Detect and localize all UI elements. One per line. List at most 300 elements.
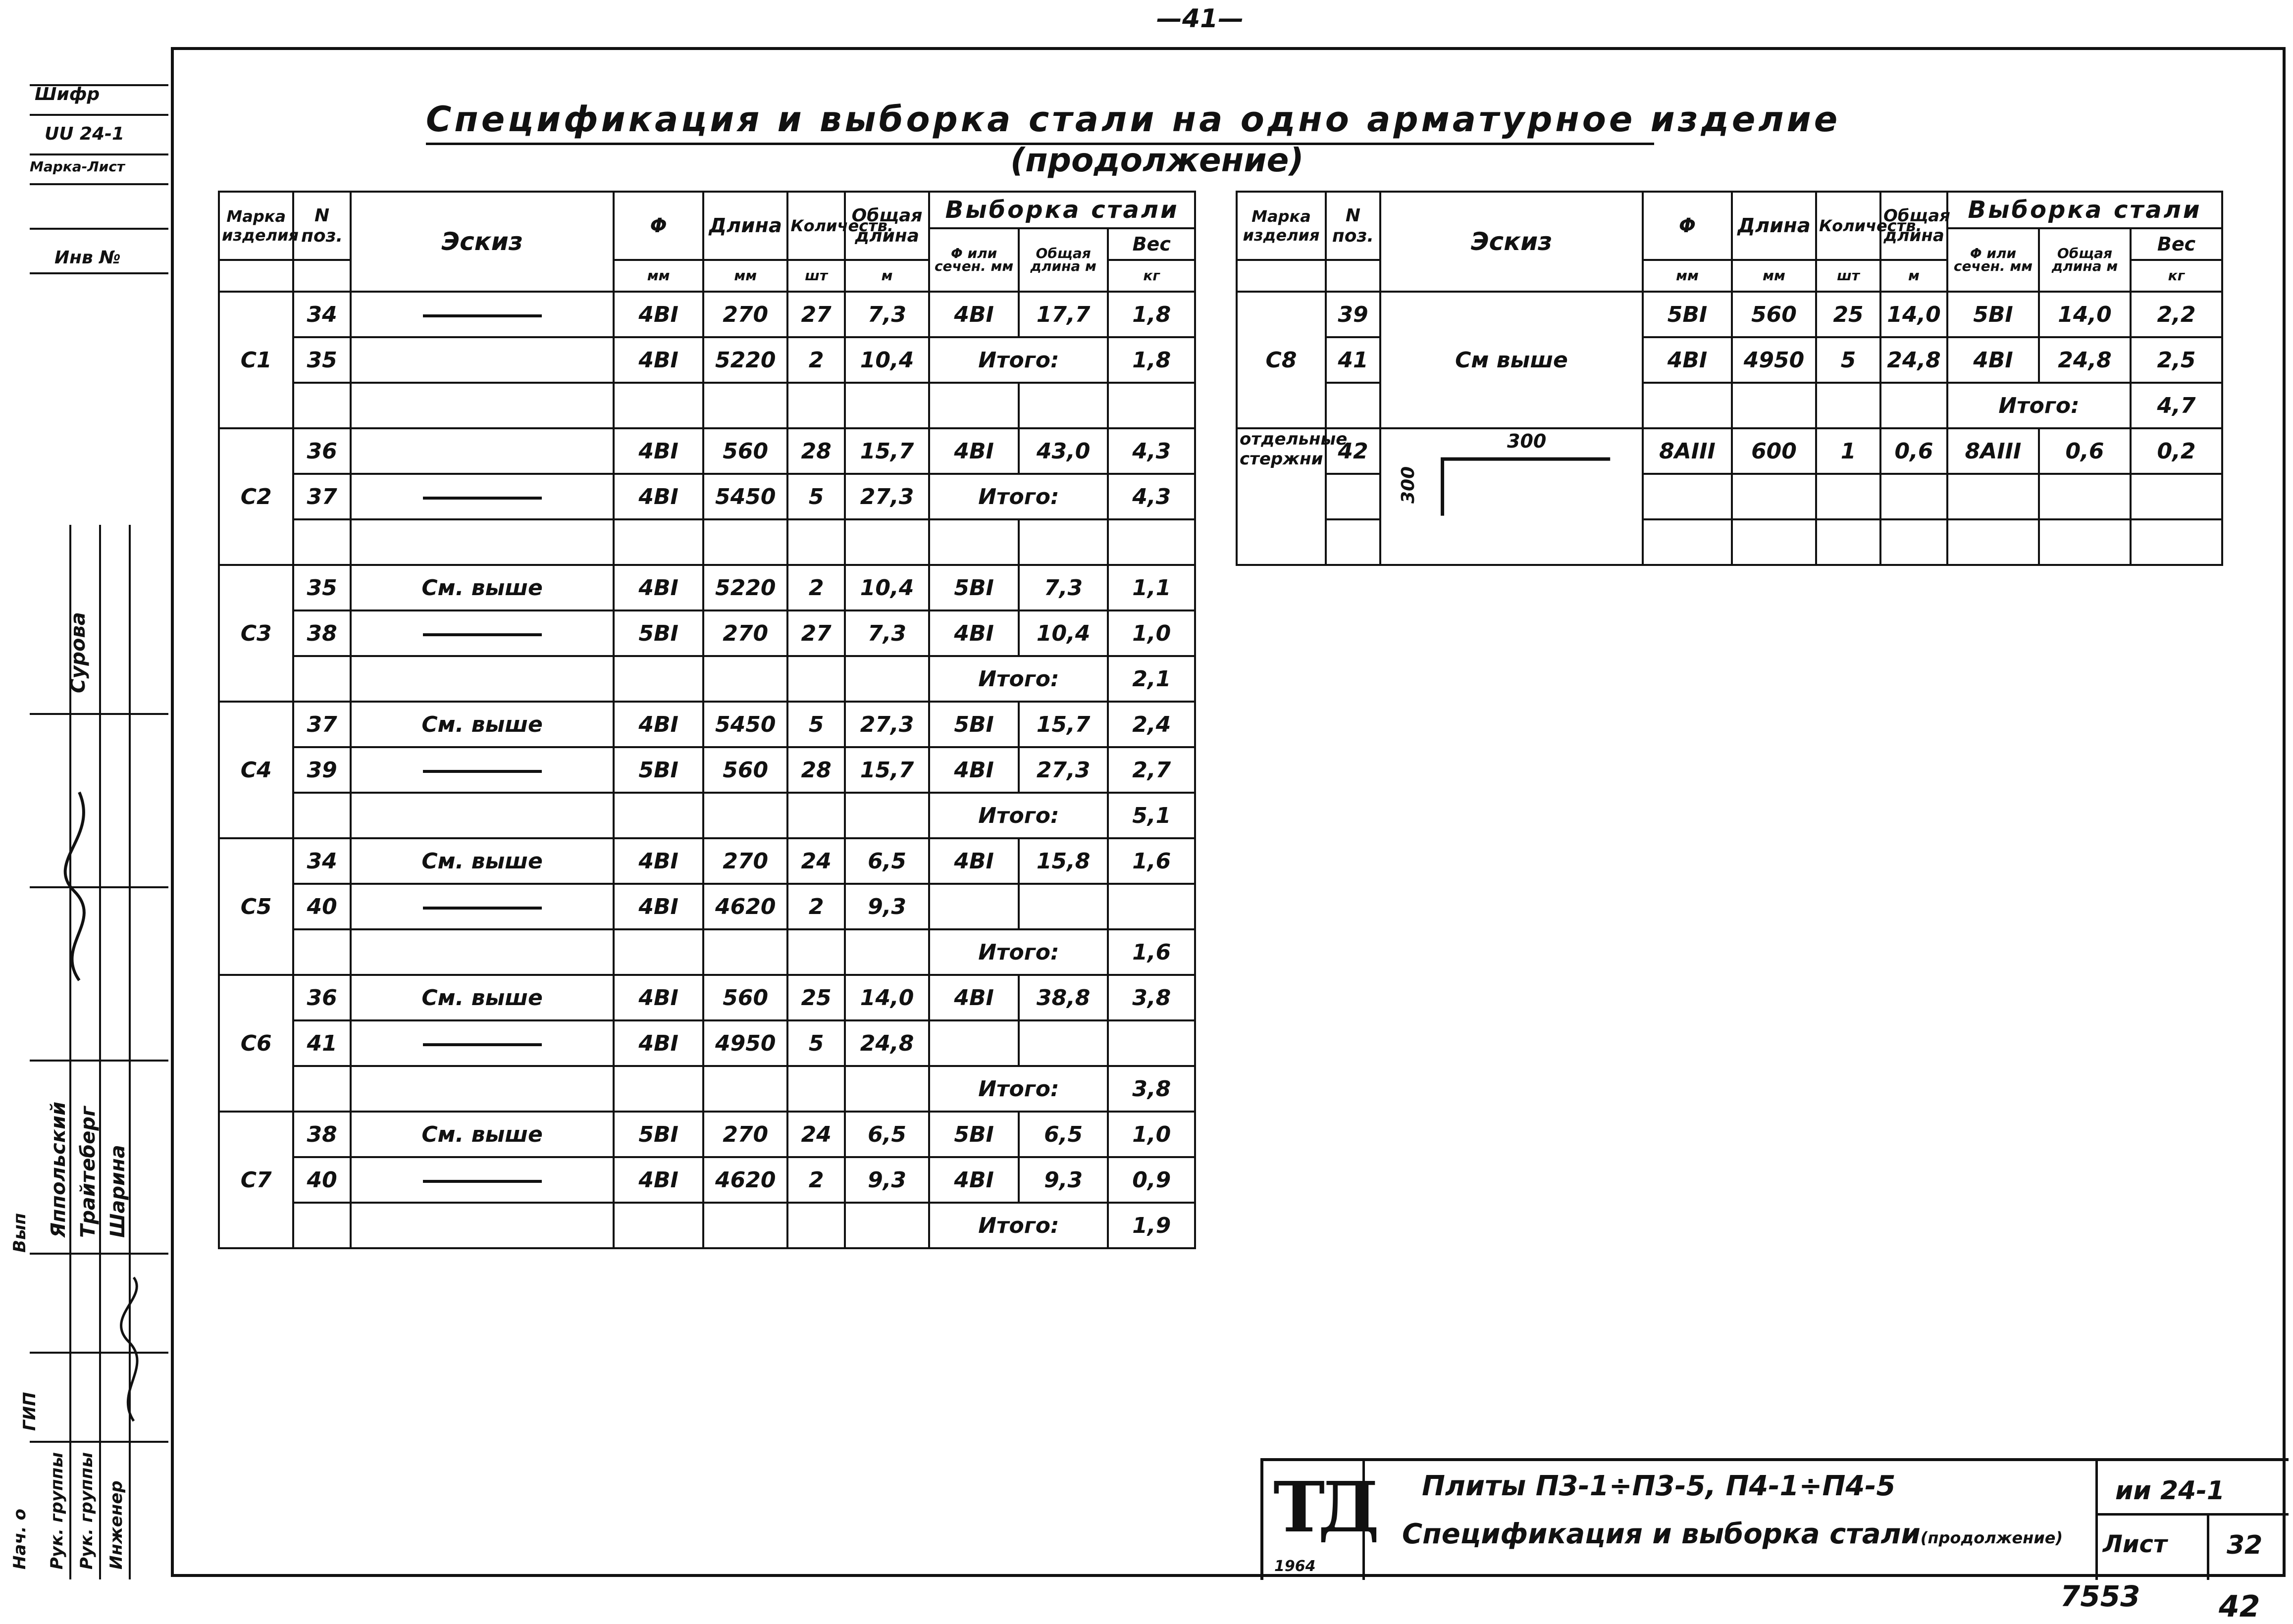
unit-totallen: м: [845, 260, 930, 292]
cell-dia: 4BI: [614, 702, 703, 747]
col-seldia-header: Φ или сечен. мм: [1947, 228, 2039, 292]
cell-weight: 2,7: [1108, 747, 1195, 793]
cell-dia: [614, 656, 703, 702]
col-weight-header: Вес: [2131, 228, 2222, 260]
cell-length: [703, 1203, 788, 1248]
cell-pos: 39: [293, 747, 350, 793]
cell-sel-dia: [929, 519, 1019, 565]
cell-qty: 24: [787, 838, 844, 884]
cell-sel-length: [1019, 383, 1108, 428]
table-row: [219, 1020, 1195, 1066]
signature-1: [45, 782, 114, 990]
cell-sketch: [351, 1203, 614, 1248]
unit-weight: кг: [1108, 260, 1195, 292]
cell-length: 4620: [703, 884, 788, 929]
cell-qty: 28: [787, 747, 844, 793]
inv-label: Инв №: [54, 248, 121, 268]
stamp-name-1: Сурова: [67, 612, 90, 693]
cell-weight: 1,8: [1108, 337, 1195, 383]
cell-dia: 5BI: [614, 1112, 703, 1157]
cell-length: 5450: [703, 702, 788, 747]
cell-pos: 39: [1326, 292, 1380, 337]
cell-weight: [2131, 474, 2222, 519]
cell-dia: 4BI: [614, 565, 703, 610]
row-mark: С8: [1237, 292, 1326, 428]
cell-dia: 4BI: [1643, 337, 1732, 383]
cell-sel-length: 15,8: [1019, 838, 1108, 884]
cell-dia: [1643, 474, 1732, 519]
cell-length: 270: [703, 1112, 788, 1157]
cell-total-length: 6,5: [845, 838, 930, 884]
cell-weight: 2,1: [1108, 656, 1195, 702]
cell-weight: 5,1: [1108, 793, 1195, 838]
cell-weight: [2131, 519, 2222, 565]
table-row: [219, 610, 1195, 656]
table-row: [219, 565, 1195, 610]
sketch-straight-bar: [423, 907, 542, 910]
cell-sel-length: 15,7: [1019, 702, 1108, 747]
cell-sketch: [351, 610, 614, 656]
col-mark-header: Марка изделия: [1237, 192, 1326, 260]
cell-dia: 5BI: [614, 610, 703, 656]
cell-sel-dia: 4BI: [929, 838, 1019, 884]
cell-weight: [1108, 1020, 1195, 1066]
cell-sketch: [351, 929, 614, 975]
logo-td: ТД: [1273, 1467, 1373, 1548]
cell-weight: [1108, 519, 1195, 565]
col-length-header: Длина: [703, 192, 788, 260]
cell-sel-length: [1019, 884, 1108, 929]
row-mark: С2: [219, 428, 293, 565]
cell-total-length: 9,3: [845, 884, 930, 929]
cell-qty: [787, 1066, 844, 1112]
spec-table-body: [219, 292, 1195, 1248]
side-stamp: [0, 64, 171, 1579]
cell-pos: 41: [293, 1020, 350, 1066]
cell-total-length: 0,6: [1880, 428, 1947, 474]
cell-dia: [1643, 383, 1732, 428]
cell-sel-length: 43,0: [1019, 428, 1108, 474]
stamp-name-2: Яппольский: [47, 1101, 70, 1238]
cell-total-length: 7,3: [845, 292, 930, 337]
cell-length: [703, 929, 788, 975]
page-title: Спецификация и выборка стали на одно арматурное изделие: [426, 99, 1654, 145]
cell-sketch: [351, 428, 614, 474]
cell-weight: 1,6: [1108, 929, 1195, 975]
cell-sel-length: 6,5: [1019, 1112, 1108, 1157]
cell-total-length: 15,7: [845, 428, 930, 474]
cell-sketch: [351, 793, 614, 838]
cell-sel-dia: 5BI: [929, 702, 1019, 747]
col-dia-header: Φ: [1643, 192, 1732, 260]
cell-dia: 4BI: [614, 428, 703, 474]
cell-qty: [787, 929, 844, 975]
row-mark: отдельные стержни: [1237, 428, 1326, 565]
cell-qty: [787, 383, 844, 428]
cell-length: [1732, 383, 1816, 428]
col-sellen-header: Общая длина м: [1019, 228, 1108, 292]
bend-dim-vertical: 300: [1398, 466, 1418, 504]
cell-sel-length: [2039, 474, 2131, 519]
cell-subtotal-label: Итого:: [929, 1203, 1108, 1248]
cell-sketch: См выше: [1380, 292, 1643, 428]
col-seldia-header: Φ или сечен. мм: [929, 228, 1019, 292]
table-row: [219, 383, 1195, 428]
cell-length: 600: [1732, 428, 1816, 474]
cell-sel-dia: 8AIII: [1947, 428, 2039, 474]
cell-pos: 40: [293, 884, 350, 929]
cell-sel-length: 0,6: [2039, 428, 2131, 474]
cell-length: [703, 793, 788, 838]
cell-sel-dia: 5BI: [929, 565, 1019, 610]
cell-length: 5220: [703, 337, 788, 383]
cell-qty: 27: [787, 610, 844, 656]
stamp-role-1: Вып: [10, 1213, 30, 1253]
cell-qty: 28: [787, 428, 844, 474]
cell-total-length: [845, 929, 930, 975]
col-length-header: Длина: [1732, 192, 1816, 260]
cell-weight: 4,3: [1108, 428, 1195, 474]
cell-pos: 36: [293, 428, 350, 474]
cell-sketch: [351, 1066, 614, 1112]
table-row: [219, 292, 1195, 337]
table-row: [219, 656, 1195, 702]
cell-qty: 2: [787, 1157, 844, 1203]
cell-qty: [787, 793, 844, 838]
cell-total-length: 15,7: [845, 747, 930, 793]
stamp-role-2: Рук. группы: [47, 1452, 67, 1570]
cell-sel-length: [1019, 1020, 1108, 1066]
cell-sel-dia: 5BI: [929, 1112, 1019, 1157]
cell-length: [703, 383, 788, 428]
cell-weight: [1108, 383, 1195, 428]
cell-pos: 42: [1326, 428, 1380, 474]
cell-weight: 4,7: [2131, 383, 2222, 428]
cell-qty: 27: [787, 292, 844, 337]
cell-pos: [1326, 519, 1380, 565]
cell-pos: [1326, 383, 1380, 428]
cell-sel-dia: 4BI: [929, 292, 1019, 337]
page-subtitle: (продолжение): [1010, 141, 1304, 179]
sketch-bent-bar: [1383, 429, 1640, 518]
cell-sketch: См. выше: [351, 975, 614, 1020]
cell-total-length: 27,3: [845, 474, 930, 519]
cell-total-length: [845, 1066, 930, 1112]
unit-dia: мм: [614, 260, 703, 292]
cell-length: 270: [703, 610, 788, 656]
cell-pos: 41: [1326, 337, 1380, 383]
cell-sel-dia: [929, 383, 1019, 428]
footer-number: 7553: [2060, 1579, 2140, 1613]
col-sketch-header: Эскиз: [351, 192, 614, 292]
stamp-name-4: Шарина: [106, 1145, 129, 1238]
code-value: UU 24-1: [45, 124, 125, 144]
cell-subtotal-label: Итого:: [929, 337, 1108, 383]
cell-weight: 0,9: [1108, 1157, 1195, 1203]
cell-sketch: [351, 747, 614, 793]
cell-pos: 38: [293, 610, 350, 656]
cell-total-length: 14,0: [1880, 292, 1947, 337]
table-row: [1237, 292, 2222, 337]
cell-qty: [787, 1203, 844, 1248]
table-row: [219, 929, 1195, 975]
cell-sel-length: 9,3: [1019, 1157, 1108, 1203]
cell-total-length: 6,5: [845, 1112, 930, 1157]
cell-pos: 37: [293, 702, 350, 747]
cell-sel-dia: [929, 884, 1019, 929]
cell-total-length: 9,3: [845, 1157, 930, 1203]
title-block-line2: [1402, 1518, 2063, 1550]
table-row: [219, 1157, 1195, 1203]
cell-sketch: См. выше: [351, 702, 614, 747]
spec-table-right: [1236, 191, 2223, 566]
spec-table-right-body: [1237, 292, 2222, 565]
cell-sel-dia: 5BI: [1947, 292, 2039, 337]
cell-weight: 3,8: [1108, 975, 1195, 1020]
cell-sketch: См. выше: [351, 1112, 614, 1157]
cell-qty: 5: [787, 474, 844, 519]
cell-qty: 24: [787, 1112, 844, 1157]
cell-dia: 4BI: [614, 337, 703, 383]
cell-weight: [1108, 884, 1195, 929]
cell-subtotal-label: Итого:: [929, 1066, 1108, 1112]
cell-sketch: [351, 383, 614, 428]
signature-2: [104, 1268, 163, 1431]
cell-sel-dia: 4BI: [929, 975, 1019, 1020]
cell-sel-dia: 4BI: [929, 428, 1019, 474]
cell-pos: 34: [293, 838, 350, 884]
row-mark: С1: [219, 292, 293, 428]
cell-dia: [614, 793, 703, 838]
col-weight-header: Вес: [1108, 228, 1195, 260]
stamp-role-5: Нач. о: [10, 1509, 30, 1570]
table-row: [219, 1203, 1195, 1248]
stamp-role-4: Инженер: [106, 1480, 126, 1570]
table-row: [219, 428, 1195, 474]
cell-weight: 0,2: [2131, 428, 2222, 474]
cell-pos: [293, 383, 350, 428]
cell-weight: 4,3: [1108, 474, 1195, 519]
sketch-straight-bar: [423, 633, 542, 636]
col-sketch-header: Эскиз: [1380, 192, 1643, 292]
col-qty-header: Количеств.: [1816, 192, 1880, 260]
table-row: [219, 747, 1195, 793]
cell-total-length: [845, 1203, 930, 1248]
cell-weight: 1,6: [1108, 838, 1195, 884]
stamp-role-6: ГИП: [20, 1392, 40, 1431]
cell-weight: 1,9: [1108, 1203, 1195, 1248]
cell-pos: 35: [293, 565, 350, 610]
cell-qty: 5: [1816, 337, 1880, 383]
cell-sel-dia: 4BI: [1947, 337, 2039, 383]
cell-qty: 5: [787, 702, 844, 747]
table-row: [219, 975, 1195, 1020]
cell-dia: [614, 1066, 703, 1112]
sketch-straight-bar: [423, 497, 542, 500]
title-block-line2-main: Спецификация и выборка стали: [1402, 1518, 1921, 1550]
col-pos-header: N поз.: [1326, 192, 1380, 260]
cell-pos: [293, 929, 350, 975]
cell-length: 4950: [1732, 337, 1816, 383]
cell-sketch: См. выше: [351, 565, 614, 610]
cell-weight: 1,0: [1108, 610, 1195, 656]
sheet-label: Лист: [2103, 1530, 2167, 1558]
col-dia-header: Φ: [614, 192, 703, 260]
unit-length: мм: [703, 260, 788, 292]
cell-dia: 4BI: [614, 975, 703, 1020]
cell-dia: 4BI: [614, 292, 703, 337]
cell-sel-length: [2039, 519, 2131, 565]
unit-weight: кг: [2131, 260, 2222, 292]
sketch-straight-bar: [423, 1043, 542, 1046]
cell-total-length: 10,4: [845, 565, 930, 610]
cell-sketch: [351, 337, 614, 383]
cell-total-length: [1880, 519, 1947, 565]
cell-sketch: [1380, 428, 1643, 565]
cell-length: 560: [1732, 292, 1816, 337]
cell-sketch: [351, 292, 614, 337]
cell-qty: 2: [787, 565, 844, 610]
cell-sketch: [351, 656, 614, 702]
col-sellen-header: Общая длина м: [2039, 228, 2131, 292]
cell-dia: [1643, 519, 1732, 565]
cell-pos: 35: [293, 337, 350, 383]
col-selection-header: Выборка стали: [1947, 192, 2222, 228]
unit-length: мм: [1732, 260, 1816, 292]
cell-total-length: 7,3: [845, 610, 930, 656]
cell-sel-length: [1019, 519, 1108, 565]
cell-sketch: [351, 474, 614, 519]
cell-total-length: 24,8: [845, 1020, 930, 1066]
table-row: [219, 1066, 1195, 1112]
cell-qty: [1816, 474, 1880, 519]
spec-table-left: [218, 191, 1196, 1249]
cell-pos: [293, 519, 350, 565]
cell-sel-length: 24,8: [2039, 337, 2131, 383]
cell-pos: [293, 1203, 350, 1248]
cell-pos: [1326, 474, 1380, 519]
cell-dia: [614, 1203, 703, 1248]
cell-sel-dia: [1947, 519, 2039, 565]
cell-dia: 4BI: [614, 1157, 703, 1203]
cell-pos: 38: [293, 1112, 350, 1157]
cell-length: 5220: [703, 565, 788, 610]
cell-sel-length: 38,8: [1019, 975, 1108, 1020]
cell-length: 4620: [703, 1157, 788, 1203]
cell-total-length: 27,3: [845, 702, 930, 747]
cell-length: [1732, 519, 1816, 565]
cell-qty: 1: [1816, 428, 1880, 474]
table-row: [219, 793, 1195, 838]
cell-subtotal-label: Итого:: [929, 929, 1108, 975]
title-block-line2-small: (продолжение): [1920, 1528, 2063, 1547]
unit-qty: шт: [1816, 260, 1880, 292]
row-mark: С3: [219, 565, 293, 702]
cell-total-length: [1880, 474, 1947, 519]
col-selection-header: Выборка стали: [929, 192, 1195, 228]
cell-subtotal-label: Итого:: [929, 656, 1108, 702]
cell-sel-dia: 4BI: [929, 1157, 1019, 1203]
cell-dia: 4BI: [614, 1020, 703, 1066]
cell-total-length: [845, 656, 930, 702]
table-row: [219, 519, 1195, 565]
cell-weight: 1,0: [1108, 1112, 1195, 1157]
cell-dia: 4BI: [614, 474, 703, 519]
cell-subtotal-label: Итого:: [929, 474, 1108, 519]
cell-length: 270: [703, 838, 788, 884]
cell-weight: 2,2: [2131, 292, 2222, 337]
col-totallen-header: Общая длина: [1880, 192, 1947, 260]
col-totallen-header: Общая длина: [845, 192, 930, 260]
table-row: [219, 838, 1195, 884]
cell-dia: [614, 383, 703, 428]
sketch-straight-bar: [423, 770, 542, 773]
table-row: [1237, 428, 2222, 474]
cell-pos: [293, 656, 350, 702]
cell-qty: 5: [787, 1020, 844, 1066]
stamp-name-3: Трайтеберг: [77, 1106, 100, 1238]
table-row: [219, 337, 1195, 383]
cell-length: 270: [703, 292, 788, 337]
cell-dia: 5BI: [1643, 292, 1732, 337]
cell-length: 560: [703, 428, 788, 474]
logo-year: 1964: [1274, 1558, 1316, 1575]
cell-qty: [1816, 519, 1880, 565]
col-pos-header: N поз.: [293, 192, 350, 260]
row-mark: С5: [219, 838, 293, 975]
unit-qty: шт: [787, 260, 844, 292]
cell-total-length: [845, 793, 930, 838]
cell-pos: 34: [293, 292, 350, 337]
cell-sel-length: 10,4: [1019, 610, 1108, 656]
footer-page: 42: [2219, 1589, 2260, 1624]
cell-length: 560: [703, 747, 788, 793]
cell-sketch: [351, 1157, 614, 1203]
cell-sel-dia: [929, 1020, 1019, 1066]
cell-sketch: [351, 884, 614, 929]
table-row: [219, 474, 1195, 519]
cell-sel-length: 7,3: [1019, 565, 1108, 610]
cell-weight: 3,8: [1108, 1066, 1195, 1112]
stamp-role-3: Рук. группы: [77, 1452, 97, 1570]
cell-pos: [293, 793, 350, 838]
cell-dia: 8AIII: [1643, 428, 1732, 474]
cell-qty: [787, 656, 844, 702]
col-mark-header: Марка изделия: [219, 192, 293, 260]
cell-dia: 4BI: [614, 838, 703, 884]
cell-total-length: 14,0: [845, 975, 930, 1020]
cell-sel-length: 27,3: [1019, 747, 1108, 793]
mark-sheet-label: Марка-Лист: [30, 158, 125, 175]
cell-dia: 5BI: [614, 747, 703, 793]
cell-total-length: 24,8: [1880, 337, 1947, 383]
cell-length: [703, 519, 788, 565]
cell-sel-dia: 4BI: [929, 747, 1019, 793]
table-row: [219, 884, 1195, 929]
spec-table-header: [219, 192, 1195, 292]
unit-dia: мм: [1643, 260, 1732, 292]
sheet-number: 32: [2227, 1530, 2263, 1560]
cell-sel-length: 17,7: [1019, 292, 1108, 337]
cell-length: 4950: [703, 1020, 788, 1066]
cell-weight: 1,1: [1108, 565, 1195, 610]
cell-qty: 2: [787, 884, 844, 929]
cell-total-length: [845, 383, 930, 428]
cell-qty: [1816, 383, 1880, 428]
cell-qty: [787, 519, 844, 565]
page-number: —41—: [1156, 4, 1244, 34]
cell-dia: [614, 519, 703, 565]
